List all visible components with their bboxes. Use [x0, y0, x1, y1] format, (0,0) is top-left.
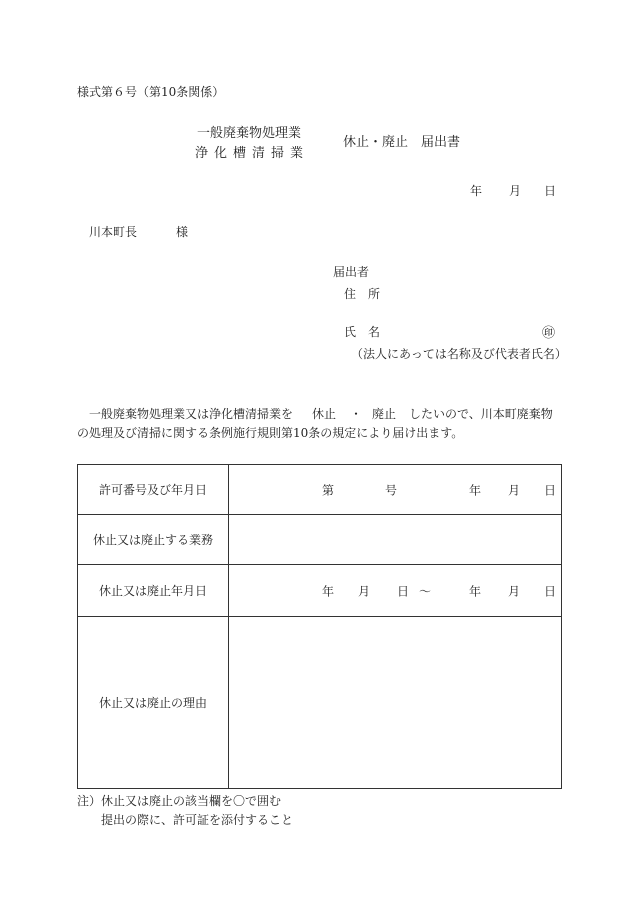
table-row [78, 515, 562, 565]
notifier-note: （法人にあっては名称及び代表者氏名） [351, 347, 567, 361]
permit-number-field[interactable] [229, 465, 562, 515]
permit-year: 年 [469, 483, 482, 497]
note-attach-permit: 提出の際に、許可証を添付すること [101, 813, 294, 827]
table-row [78, 565, 562, 617]
row-label-period: 休止又は廃止年月日 [78, 565, 229, 617]
permit-day: 日 [544, 483, 557, 497]
body-line1-part1: 一般廃棄物処理業又は浄化槽清掃業を [89, 407, 294, 421]
title-business-line1: 一般廃棄物処理業 [197, 126, 302, 141]
permit-month: 月 [508, 483, 521, 497]
period-year1: 年 [322, 584, 335, 598]
seal-icon: ㊞ [542, 326, 556, 341]
reason-field[interactable] [229, 617, 562, 789]
period-month1: 月 [358, 584, 371, 598]
notifier-label: 届出者 [333, 265, 370, 279]
addressee-name: 川本町長 [89, 225, 138, 239]
form-number: 様式第６号（第10条関係） [77, 85, 225, 99]
period-tilde: ～ [419, 584, 432, 598]
addressee-honorific: 様 [176, 225, 189, 239]
body-option-abolish: 廃止 [372, 407, 397, 421]
notifier-address-label: 住 所 [344, 287, 381, 301]
date-year: 年 [470, 184, 483, 198]
body-option-dot: ・ [350, 407, 363, 421]
notifier-name-label: 氏 名 [344, 325, 381, 339]
table-row [78, 617, 562, 789]
form-table [77, 464, 562, 789]
period-month2: 月 [508, 584, 521, 598]
row-label-reason: 休止又は廃止の理由 [78, 617, 229, 789]
body-line1-part2: したいので、川本町廃棄物 [409, 407, 553, 421]
title-business-line2: 浄化槽清掃業 [195, 146, 310, 161]
period-field[interactable] [229, 565, 562, 617]
date-month: 月 [509, 184, 522, 198]
date-day: 日 [544, 184, 557, 198]
period-day1: 日 [397, 584, 410, 598]
title-action: 休止・廃止 届出書 [343, 135, 461, 150]
period-year2: 年 [469, 584, 482, 598]
permit-dai: 第 [322, 483, 335, 497]
permit-go: 号 [385, 483, 398, 497]
period-day2: 日 [544, 584, 557, 598]
note-circle-instruction: 注）休止又は廃止の該当欄を〇で囲む [77, 794, 282, 808]
table-row [78, 465, 562, 515]
body-option-suspend: 休止 [312, 407, 337, 421]
body-line2: の処理及び清掃に関する条例施行規則第10条の規定により届け出ます。 [77, 426, 464, 440]
row-label-business: 休止又は廃止する業務 [78, 515, 229, 565]
row-label-permit: 許可番号及び年月日 [78, 465, 229, 515]
business-field[interactable] [229, 515, 562, 565]
